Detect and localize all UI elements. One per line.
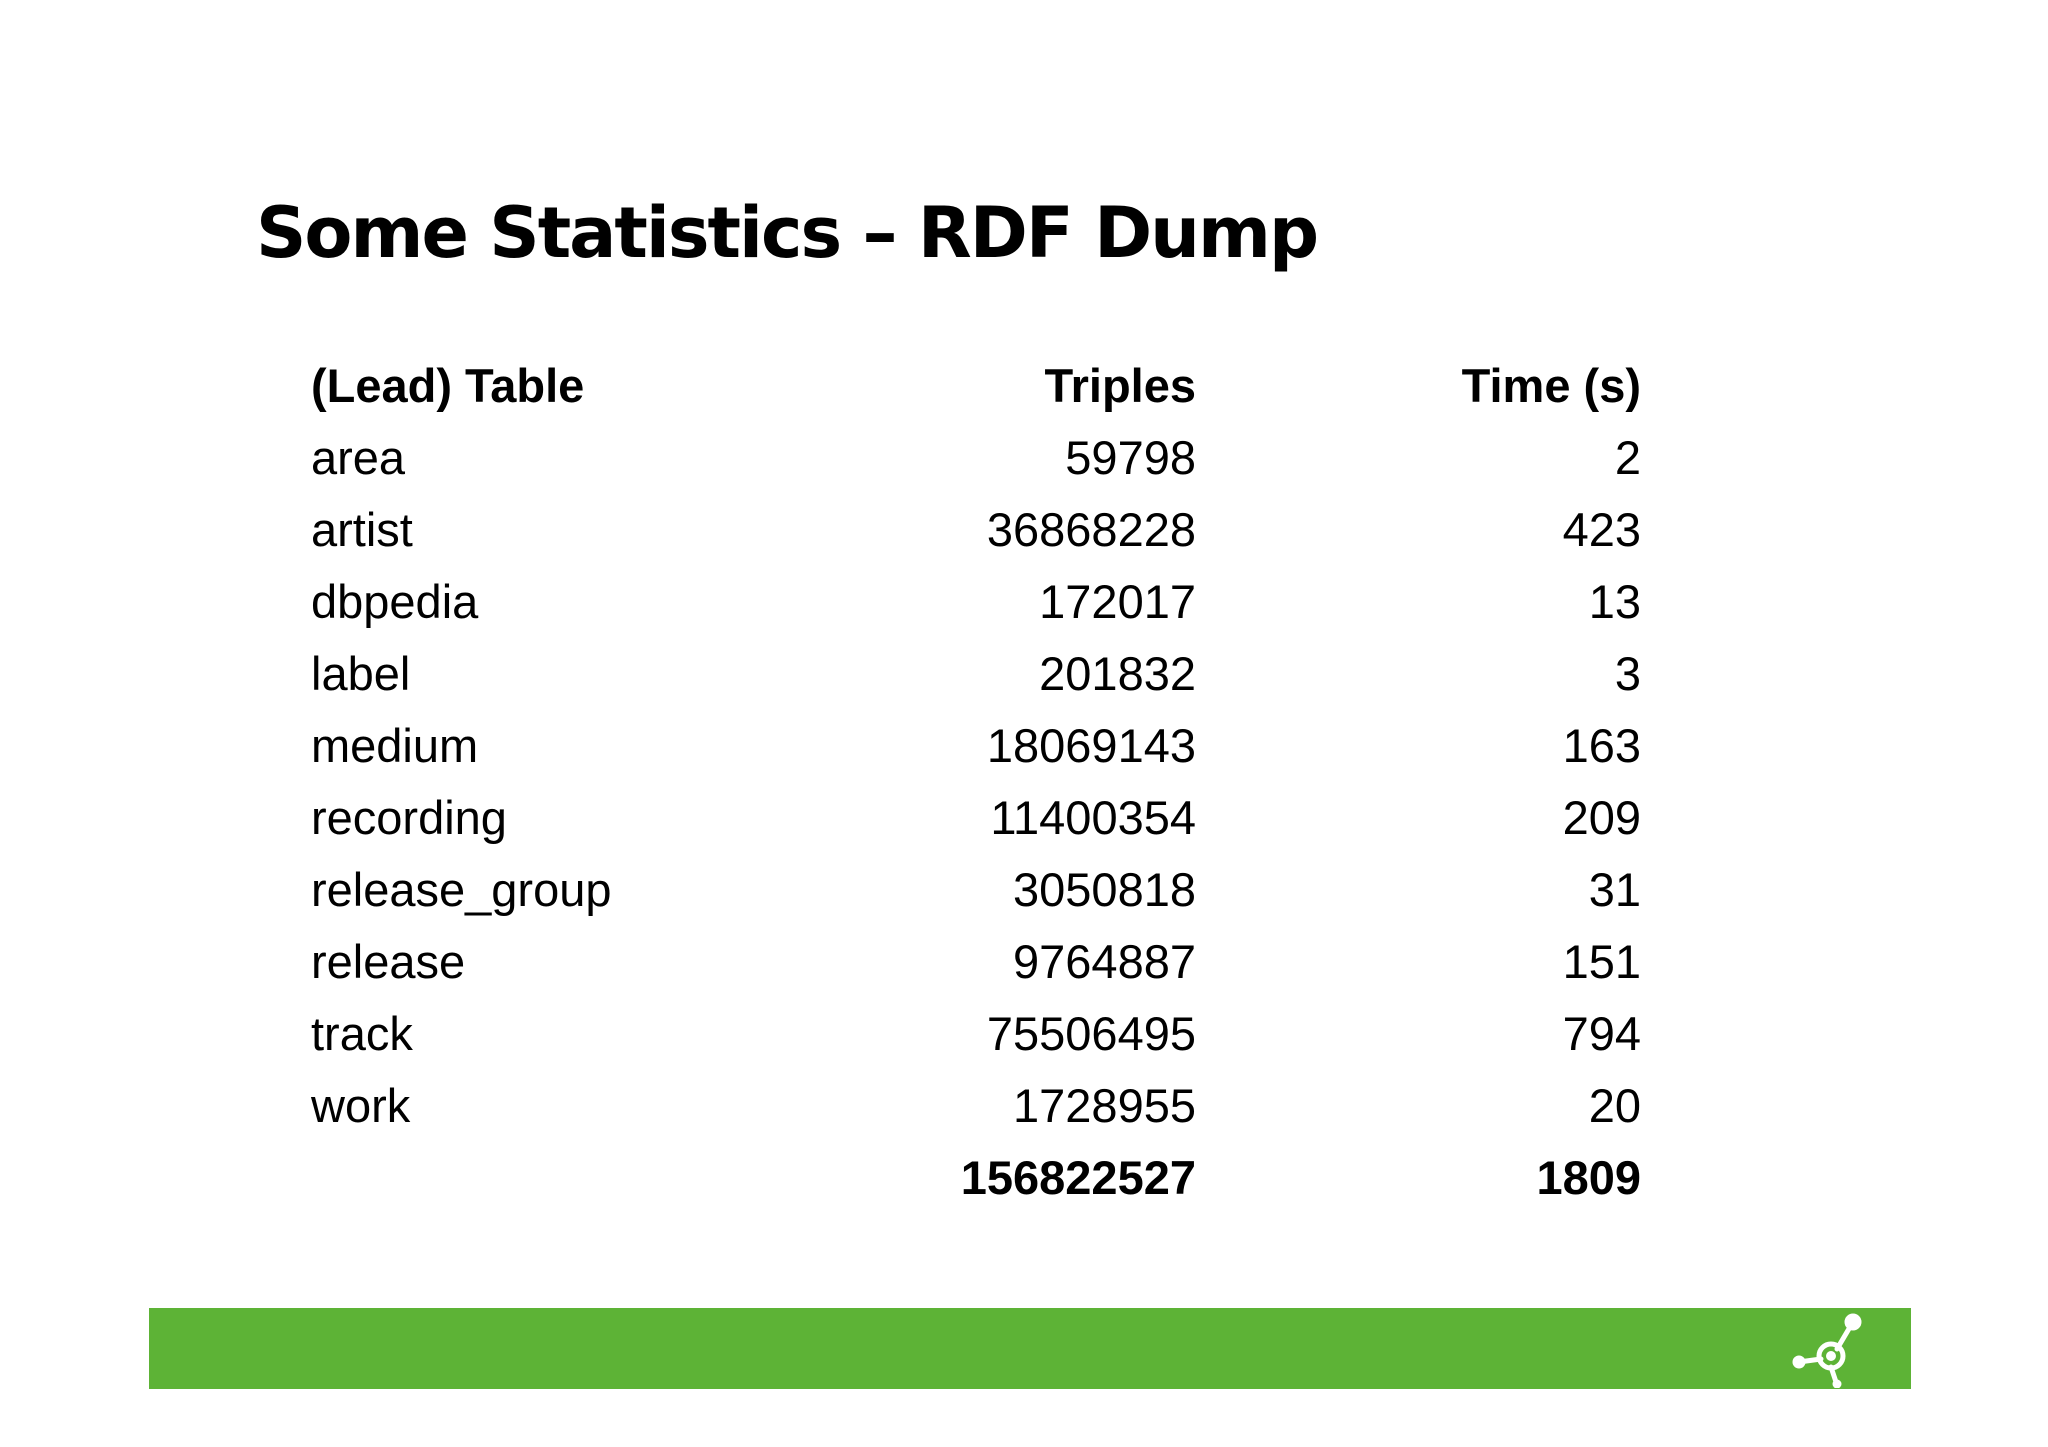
row-triples: 201832 xyxy=(1039,647,1196,700)
row-time: 163 xyxy=(1562,719,1641,772)
row-time: 13 xyxy=(1588,575,1641,628)
row-time: 3 xyxy=(1614,647,1641,700)
header-triples: Triples xyxy=(1044,359,1196,412)
row-triples: 59798 xyxy=(1065,431,1196,484)
table-row xyxy=(311,710,1641,782)
row-time: 423 xyxy=(1562,503,1641,556)
row-time: 20 xyxy=(1588,1079,1641,1132)
total-triples: 156822527 xyxy=(960,1151,1196,1204)
row-triples: 36868228 xyxy=(986,503,1196,556)
table-header-row xyxy=(311,350,1641,422)
row-triples: 11400354 xyxy=(990,791,1196,844)
row-name: recording xyxy=(311,791,507,844)
row-triples: 3050818 xyxy=(1013,863,1196,916)
total-label xyxy=(311,1142,811,1214)
row-name: dbpedia xyxy=(311,575,479,628)
total-row xyxy=(311,1142,1641,1214)
row-name: label xyxy=(311,647,411,700)
row-time: 2 xyxy=(1614,431,1641,484)
graph-node-logo-icon xyxy=(1791,1312,1871,1388)
row-triples: 1728955 xyxy=(1013,1079,1196,1132)
row-triples: 75506495 xyxy=(986,1007,1196,1060)
row-name: artist xyxy=(311,503,413,556)
row-triples: 18069143 xyxy=(986,719,1196,772)
footer-bar xyxy=(149,1308,1911,1389)
total-time: 1809 xyxy=(1536,1151,1641,1204)
row-time: 151 xyxy=(1562,935,1641,988)
table-row xyxy=(311,1070,1641,1142)
row-triples: 9764887 xyxy=(1013,935,1196,988)
table-row xyxy=(311,782,1641,854)
table-row xyxy=(311,566,1641,638)
row-time: 209 xyxy=(1562,791,1641,844)
row-time: 794 xyxy=(1562,1007,1641,1060)
table-row xyxy=(311,854,1641,926)
row-name: track xyxy=(311,1007,413,1060)
header-time: Time (s) xyxy=(1461,359,1641,412)
row-time: 31 xyxy=(1588,863,1641,916)
row-name: release_group xyxy=(311,863,612,916)
table-row xyxy=(311,494,1641,566)
row-triples: 172017 xyxy=(1039,575,1196,628)
table-row xyxy=(311,926,1641,998)
row-name: work xyxy=(311,1079,411,1132)
table-row xyxy=(311,998,1641,1070)
table-row xyxy=(311,638,1641,710)
statistics-table xyxy=(311,350,1641,1214)
slide-title: Some Statistics – RDF Dump xyxy=(256,192,1318,274)
row-name: release xyxy=(311,935,466,988)
row-name: medium xyxy=(311,719,479,772)
table-row xyxy=(311,422,1641,494)
header-lead-table: (Lead) Table xyxy=(311,359,585,412)
row-name: area xyxy=(311,431,406,484)
